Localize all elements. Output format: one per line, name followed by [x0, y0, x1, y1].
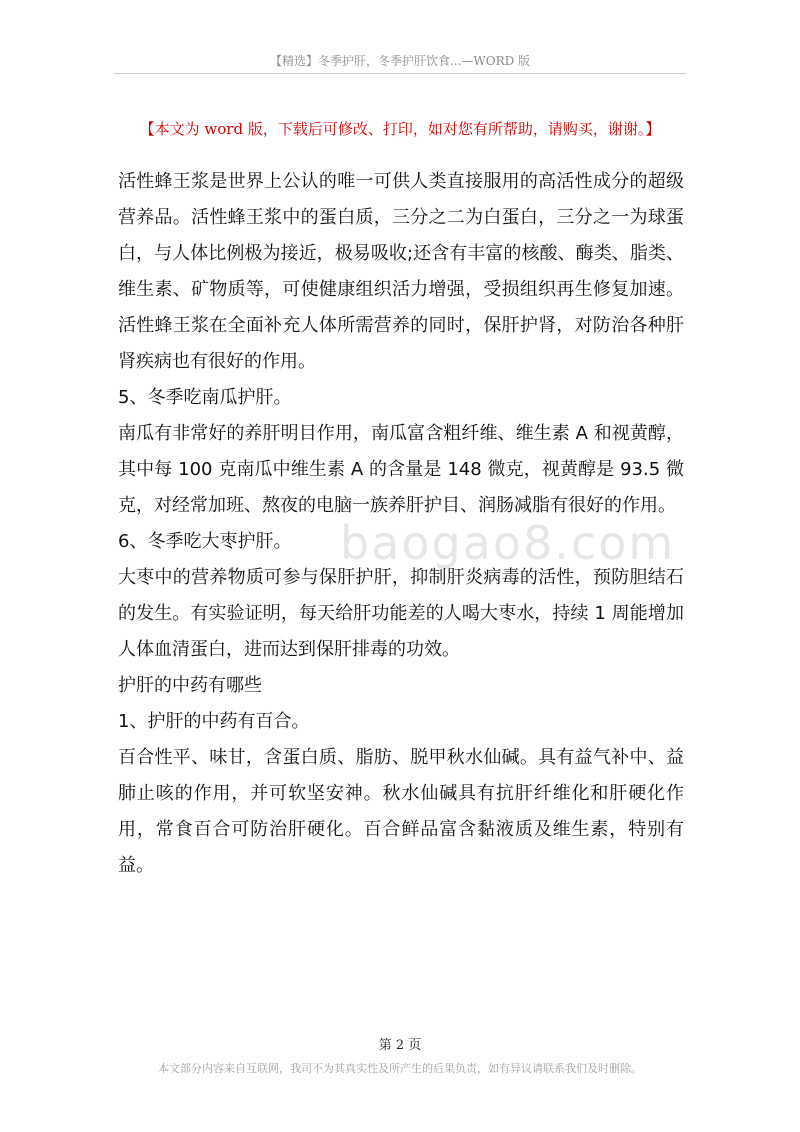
- heading-lily: 1、护肝的中药有百合。: [118, 711, 310, 732]
- watermark: baogao8.com: [340, 516, 676, 570]
- page-number: 第 2 页: [378, 1038, 422, 1053]
- header-divider: [114, 73, 686, 74]
- heading-pumpkin: 5、冬季吃南瓜护肝。: [118, 387, 292, 408]
- page-header: 【精选】冬季护肝，冬季护肝饮食...—WORD 版: [269, 54, 531, 68]
- paragraph-jujube: 大枣中的营养物质可参与保肝护肝，抑制肝炎病毒的活性，预防胆结石的发生。有实验证明，每天给肝功能差的人喝大枣水，持续 1 周能增加人体血清蛋白，进而达到保肝排毒的功效。: [118, 567, 684, 660]
- heading-jujube: 6、冬季吃大枣护肝。: [118, 531, 292, 552]
- heading-herbs: 护肝的中药有哪些: [118, 675, 262, 696]
- paragraph-royal-jelly: 活性蜂王浆是世界上公认的唯一可供人类直接服用的高活性成分的超级营养品。活性蜂王浆中的蛋白质，三分之二为白蛋白，三分之一为球蛋白，与人体比例极为接近，极易吸收;还含有丰富的核酸、酶类、脂类、维生素、矿物质等，可使健康组织活力增强，受损组织再生修复加速。活性蜂王浆在全面补充人体所需营养的同时，保肝护肾，对防治各种肝肾疾病也有很好的作用。: [118, 171, 684, 372]
- document-body: [118, 164, 684, 884]
- paragraph-lily: 百合性平、味甘，含蛋白质、脂肪、脱甲秋水仙碱。具有益气补中、益肺止咳的作用，并可软坚安神。秋水仙碱具有抗肝纤维化和肝硬化作用，常食百合可防治肝硬化。百合鲜品富含黏液质及维生素，特别有益。: [118, 747, 684, 876]
- paragraph-pumpkin: 南瓜有非常好的养肝明目作用，南瓜富含粗纤维、维生素 A 和视黄醇，其中每 100 克南瓜中维生素 A 的含量是 148 微克，视黄醇是 93.5 微克，对经常加班、熬夜的电脑一族养肝护目、润肠减脂有很好的作用。: [118, 423, 684, 516]
- download-notice: 【本文为 word 版，下载后可修改、打印，如对您有所帮助，请购买，谢谢。】: [139, 120, 661, 138]
- footer-disclaimer: 本文部分内容来自互联网，我司不为其真实性及所产生的后果负责，如有异议请联系我们及时删除。: [158, 1062, 642, 1075]
